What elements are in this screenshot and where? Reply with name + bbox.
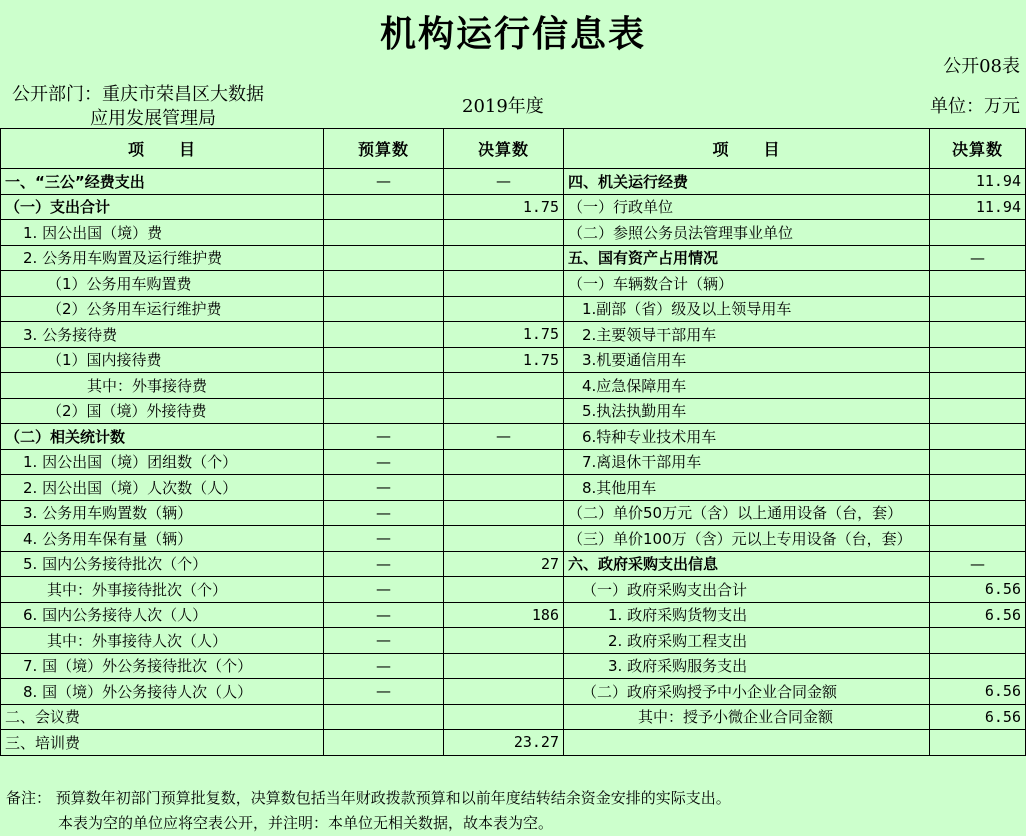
final-value-right: 6.56 (930, 704, 1026, 730)
item-right: （一）行政单位 (564, 194, 930, 220)
table-row (1, 245, 1026, 271)
final-value-right (930, 475, 1026, 501)
table-row (1, 220, 1026, 246)
item-right: 4.应急保障用车 (564, 373, 930, 399)
note-line-2: 本表为空的单位应将空表公开，并注明：本单位无相关数据，故本表为空。 (58, 814, 554, 832)
item-right: （二）政府采购授予中小企业合同金额 (564, 679, 930, 705)
item-right: 四、机关运行经费 (564, 169, 930, 195)
budget-value (324, 322, 444, 348)
item-left: （1）公务用车购置费 (1, 271, 324, 297)
final-value (444, 577, 564, 603)
final-value: — (444, 424, 564, 450)
item-left: 1. 因公出国（境）费 (1, 220, 324, 246)
final-value (444, 373, 564, 399)
table-row (1, 322, 1026, 348)
department-label-cont: 应用发展管理局 (90, 108, 216, 129)
table-row (1, 500, 1026, 526)
item-right (564, 730, 930, 756)
budget-value: — (324, 526, 444, 552)
final-value-right: — (930, 551, 1026, 577)
budget-value: — (324, 551, 444, 577)
final-value-right (930, 449, 1026, 475)
budget-value: — (324, 679, 444, 705)
final-value-right (930, 220, 1026, 246)
final-value-right (930, 424, 1026, 450)
item-left: 一、“三公”经费支出 (1, 169, 324, 195)
item-right: 3. 政府采购服务支出 (564, 653, 930, 679)
item-right: 六、政府采购支出信息 (564, 551, 930, 577)
final-value-right (930, 271, 1026, 297)
final-value-right (930, 500, 1026, 526)
item-right: 8.其他用车 (564, 475, 930, 501)
item-left: 2. 因公出国（境）人次数（人） (1, 475, 324, 501)
header-final-right: 决算数 (930, 129, 1026, 169)
item-left: （一）支出合计 (1, 194, 324, 220)
item-left: 三、培训费 (1, 730, 324, 756)
final-value-right: — (930, 245, 1026, 271)
budget-value: — (324, 577, 444, 603)
item-right: 五、国有资产占用情况 (564, 245, 930, 271)
final-value-right (930, 653, 1026, 679)
table-row (1, 730, 1026, 756)
budget-value (324, 245, 444, 271)
item-right: 2. 政府采购工程支出 (564, 628, 930, 654)
table-row (1, 347, 1026, 373)
table-row (1, 169, 1026, 195)
final-value (444, 526, 564, 552)
final-value: 23.27 (444, 730, 564, 756)
table-row (1, 475, 1026, 501)
final-value (444, 271, 564, 297)
table-row (1, 194, 1026, 220)
final-value (444, 398, 564, 424)
table-row (1, 398, 1026, 424)
item-right: 5.执法执勤用车 (564, 398, 930, 424)
budget-value (324, 194, 444, 220)
item-left: 二、会议费 (1, 704, 324, 730)
budget-value: — (324, 475, 444, 501)
table-row (1, 577, 1026, 603)
page-title: 机构运行信息表 (379, 14, 646, 55)
fiscal-year: 2019年度 (462, 96, 544, 117)
table-row (1, 653, 1026, 679)
final-value: 27 (444, 551, 564, 577)
final-value: — (444, 169, 564, 195)
final-value: 1.75 (444, 347, 564, 373)
final-value-right: 6.56 (930, 679, 1026, 705)
final-value-right (930, 628, 1026, 654)
table-row (1, 424, 1026, 450)
final-value (444, 245, 564, 271)
table-row (1, 373, 1026, 399)
final-value (444, 704, 564, 730)
final-value-right (930, 526, 1026, 552)
final-value-right: 6.56 (930, 577, 1026, 603)
item-right: （三）单价100万（含）元以上专用设备（台，套） (564, 526, 930, 552)
final-value (444, 296, 564, 322)
final-value: 186 (444, 602, 564, 628)
final-value: 1.75 (444, 322, 564, 348)
table-row (1, 704, 1026, 730)
budget-value (324, 271, 444, 297)
header-item-right: 项 目 (564, 129, 930, 169)
final-value-right (930, 373, 1026, 399)
table-row (1, 628, 1026, 654)
item-left: （1）国内接待费 (1, 347, 324, 373)
final-value: 1.75 (444, 194, 564, 220)
item-left: （二）相关统计数 (1, 424, 324, 450)
item-right: （一）车辆数合计（辆） (564, 271, 930, 297)
final-value-right: 11.94 (930, 169, 1026, 195)
item-right: （一）政府采购支出合计 (564, 577, 930, 603)
table-row (1, 526, 1026, 552)
info-table (0, 128, 1026, 756)
final-value-right (930, 398, 1026, 424)
item-right: （二）单价50万元（含）以上通用设备（台，套） (564, 500, 930, 526)
final-value (444, 449, 564, 475)
budget-value (324, 373, 444, 399)
final-value-right: 11.94 (930, 194, 1026, 220)
budget-value (324, 220, 444, 246)
header-final: 决算数 (444, 129, 564, 169)
table-code: 公开08表 (943, 56, 1020, 77)
item-left: （2）公务用车运行维护费 (1, 296, 324, 322)
final-value (444, 653, 564, 679)
item-right: 其中：授予小微企业合同金额 (564, 704, 930, 730)
budget-value (324, 296, 444, 322)
item-left: 1. 因公出国（境）团组数（个） (1, 449, 324, 475)
budget-value: — (324, 653, 444, 679)
item-left: 8. 国（境）外公务接待人次（人） (1, 679, 324, 705)
table-header (1, 129, 1026, 169)
item-left: 7. 国（境）外公务接待批次（个） (1, 653, 324, 679)
table-row (1, 271, 1026, 297)
final-value-right (930, 322, 1026, 348)
item-right: 6.特种专业技术用车 (564, 424, 930, 450)
item-left: 4. 公务用车保有量（辆） (1, 526, 324, 552)
header-item: 项 目 (1, 129, 324, 169)
budget-value: — (324, 424, 444, 450)
table-row (1, 602, 1026, 628)
item-left: 5. 国内公务接待批次（个） (1, 551, 324, 577)
budget-value (324, 704, 444, 730)
item-right: 1. 政府采购货物支出 (564, 602, 930, 628)
final-value-right (930, 730, 1026, 756)
item-left: 其中：外事接待人次（人） (1, 628, 324, 654)
item-right: 3.机要通信用车 (564, 347, 930, 373)
final-value (444, 500, 564, 526)
budget-value (324, 347, 444, 373)
budget-value: — (324, 602, 444, 628)
item-left: （2）国（境）外接待费 (1, 398, 324, 424)
final-value-right (930, 347, 1026, 373)
item-left: 2. 公务用车购置及运行维护费 (1, 245, 324, 271)
item-left: 其中：外事接待费 (1, 373, 324, 399)
unit-label: 单位：万元 (930, 96, 1020, 117)
item-left: 6. 国内公务接待人次（人） (1, 602, 324, 628)
item-left: 3. 公务用车购置数（辆） (1, 500, 324, 526)
item-right: 1.副部（省）级及以上领导用车 (564, 296, 930, 322)
final-value-right (930, 296, 1026, 322)
budget-value (324, 730, 444, 756)
item-left: 其中：外事接待批次（个） (1, 577, 324, 603)
note-line-1: 备注： 预算数年初部门预算批复数，决算数包括当年财政拨款预算和以前年度结转结余资金安排的实际支出。 (6, 789, 731, 807)
budget-value: — (324, 169, 444, 195)
item-right: 2.主要领导干部用车 (564, 322, 930, 348)
budget-value (324, 398, 444, 424)
table-row (1, 679, 1026, 705)
budget-value: — (324, 628, 444, 654)
table-row (1, 551, 1026, 577)
budget-value: — (324, 500, 444, 526)
final-value (444, 220, 564, 246)
budget-value: — (324, 449, 444, 475)
header-budget: 预算数 (324, 129, 444, 169)
final-value (444, 475, 564, 501)
final-value-right: 6.56 (930, 602, 1026, 628)
item-right: 7.离退休干部用车 (564, 449, 930, 475)
department-label: 公开部门：重庆市荣昌区大数据 (12, 84, 264, 105)
final-value (444, 628, 564, 654)
final-value (444, 679, 564, 705)
table-row (1, 296, 1026, 322)
table-row (1, 449, 1026, 475)
item-left: 3. 公务接待费 (1, 322, 324, 348)
item-right: （二）参照公务员法管理事业单位 (564, 220, 930, 246)
